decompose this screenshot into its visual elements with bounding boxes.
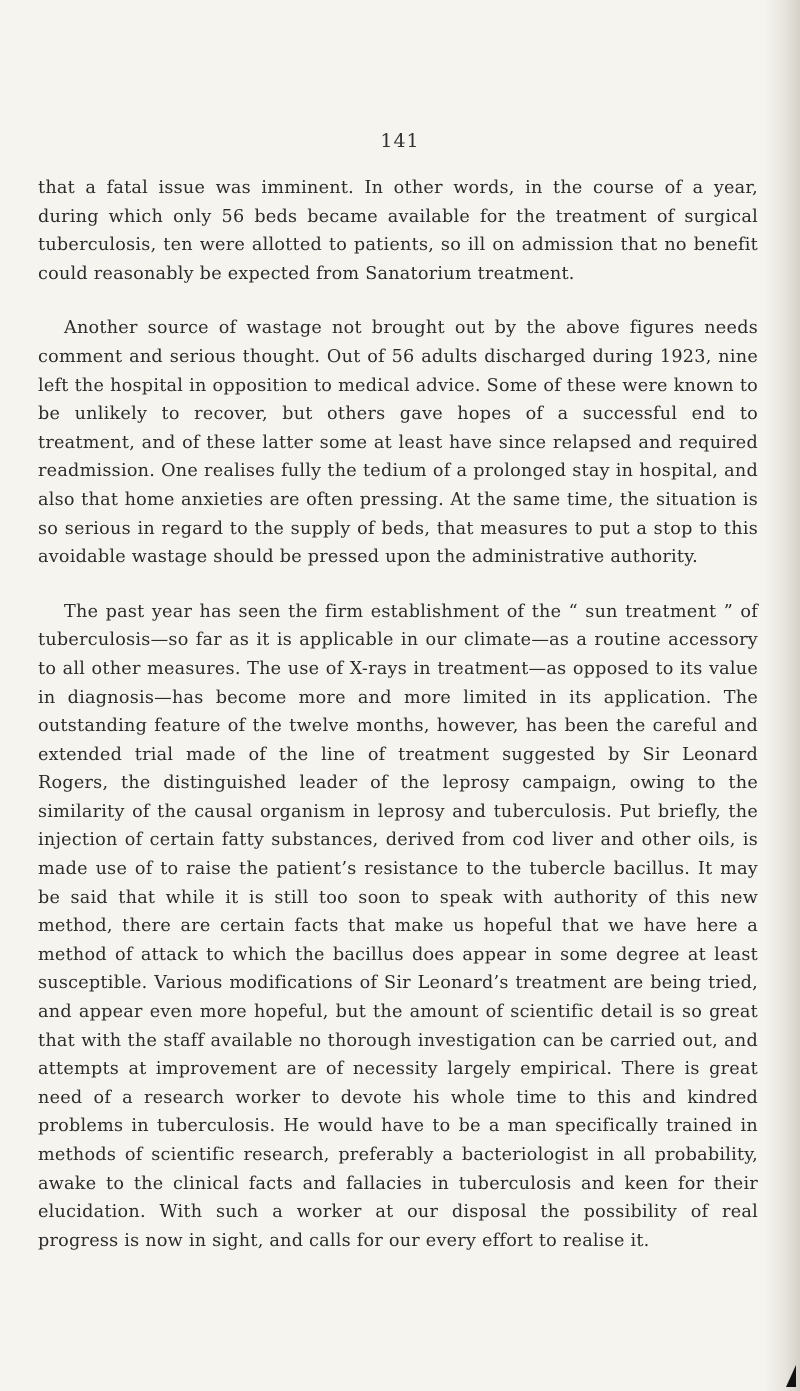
paragraph-continued: that a fatal issue was imminent. In other words, in the course of a year, during which only 56 beds became available for the treatment of surgical tuberculosis, ten were allotted to patients, so ill on admission that no benefit could reasonably be expected from Sanatorium treatment. [38,178,758,284]
paragraph-wastage: Another source of wastage not brought out by the above figures needs comment and serious thought. Out of 56 adults discharged during 1923, nine left the hospital in opposition to medical advice. Some of these were known to be unlikely to recover, but others gave hopes of a successful end to treatment, and of these latter some at least have since relapsed and required readmission. One realises fully the tedium of a prolonged stay in hospital, and also that home anxieties are often pressing. At the same time, the situation is so serious in regard to the supply of beds, that measures to put a stop to this avoidable wastage should be pressed upon the administrative authority. [38,318,758,568]
page-number: 141 [380,130,420,152]
page-corner-mark [786,1365,796,1387]
body-text [38,174,758,1281]
paragraph-treatment: The past year has seen the firm establishment of the “ sun treatment ” of tuberculosis—so far as it is applicable in our climate—as a routine accessory to all other measures. The use of X-rays in treatment—as opposed to its value in diagnosis—has become more and more limited in its application. The outstanding feature of the twelve months, however, has been the careful and extended trial made of the line of treatment suggested by Sir Leonard Rogers, the distinguished leader of the leprosy campaign, owing to the similarity of the causal organism in leprosy and tuberculosis. Put briefly, the injection of certain fatty substances, derived from cod liver and other oils, is made use of to raise the patient’s resistance to the tubercle bacillus. It may be said that while it is still too soon to speak with authority of this new method, there are certain facts that make us hopeful that we have here a method of attack to which the bacillus does appear in some degree at least susceptible. Various modifications of Sir Leonard’s treatment are being tried, and appear even more hopeful, but the amount of scientific detail is so great that with the staff available no thorough investigation can be carried out, and attempts at improvement are of necessity largely empirical. There is great need of a research worker to devote his whole time to this and kindred problems in tuberculosis. He would have to be a man specifically trained in methods of scientific research, preferably a bacteriologist in all probability, awake to the clinical facts and fallacies in tuberculosis and keen for their elucidation. With such a worker at our disposal the possibility of real progress is now in sight, and calls for our every effort to realise it. [38,601,758,1251]
page-edge-shadow [764,0,800,1391]
